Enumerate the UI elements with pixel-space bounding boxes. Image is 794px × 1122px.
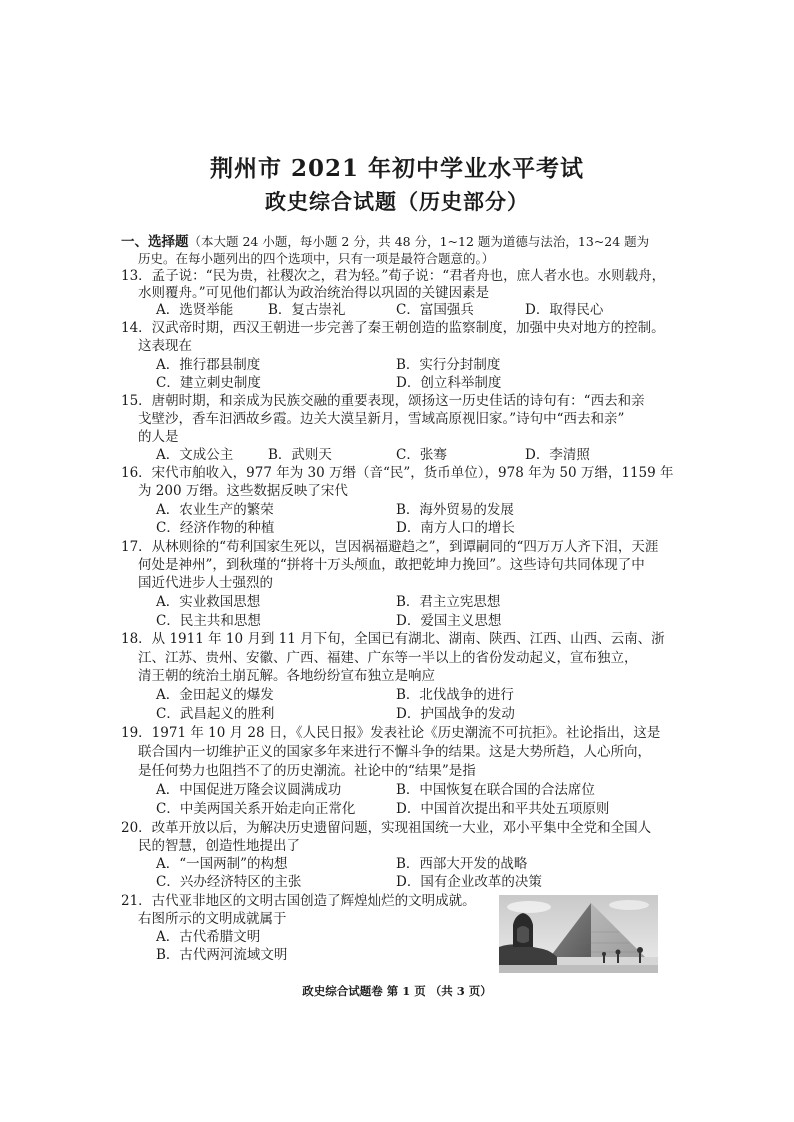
q18-stem-3: 清王朝的统治土崩瓦解。各地纷纷宣布独立是响应 bbox=[138, 668, 435, 684]
q17-option-c: C．民主共和思想 bbox=[156, 613, 261, 629]
q16-stem-1: 16．宋代市舶收入，977 年为 30 万缗（音“民”，货币单位），978 年为 50 万缗，1159 年 bbox=[121, 465, 674, 481]
q20-stem-2: 民的智慧，创造性地提出了 bbox=[138, 838, 300, 854]
q18-option-a: A．金田起义的爆发 bbox=[156, 687, 274, 703]
q14-stem-1: 14．汉武帝时期，西汉王朝进一步完善了秦王朝创造的监察制度，加强中央对地方的控制。 bbox=[121, 320, 665, 336]
q14-option-d: D．创立科举制度 bbox=[396, 375, 502, 391]
q20-option-a: A．“一国两制”的构想 bbox=[156, 856, 288, 872]
q18-option-c: C．武昌起义的胜利 bbox=[156, 706, 275, 722]
q17-option-d: D．爱国主义思想 bbox=[396, 613, 502, 629]
q16-option-d: D．南方人口的增长 bbox=[396, 520, 515, 536]
q16-option-c: C．经济作物的种植 bbox=[156, 520, 275, 536]
q15-option-d: D．李清照 bbox=[525, 447, 590, 463]
q20-option-c: C．兴办经济特区的主张 bbox=[156, 874, 302, 890]
q15-option-c: C．张骞 bbox=[396, 447, 447, 463]
q21-option-a: A．古代希腊文明 bbox=[156, 929, 261, 945]
q15-stem-2: 戈壁沙，香车汩洒故乡霞。边关大漠呈新月，雪域高原视旧家。”诗句中“西去和亲” bbox=[138, 411, 625, 427]
q13-stem-1: 13．孟子说：“民为贵，社稷次之，君为轻。”荀子说：“君者舟也，庶人者水也。水则载舟， bbox=[121, 268, 666, 284]
q15-stem-1: 15．唐朝时期，和亲成为民族交融的重要表现，颂扬这一历史佳话的诗句有：“西去和亲 bbox=[121, 393, 645, 409]
q16-option-a: A．农业生产的繁荣 bbox=[156, 502, 274, 518]
section-label: 一、选择题 bbox=[121, 234, 189, 250]
q20-option-d: D．国有企业改革的决策 bbox=[396, 874, 542, 890]
q19-stem-2: 联合国内一切维护正义的国家多年来进行不懈斗争的结果。这是大势所趋，人心所向， bbox=[138, 744, 651, 760]
q21-stem-1: 21．古代亚非地区的文明古国创造了辉煌灿烂的文明成就。 bbox=[121, 893, 476, 909]
q14-option-a: A．推行郡县制度 bbox=[156, 357, 261, 373]
q18-stem-2: 江、江苏、贵州、安徽、广西、福建、广东等一半以上的省份发动起义，宣布独立， bbox=[138, 650, 638, 666]
section-desc-1: （本大题 24 小题，每小题 2 分，共 48 分，1~12 题为道德与法治，13~24 题为 bbox=[188, 234, 650, 249]
q13-option-c: C．富国强兵 bbox=[396, 302, 474, 318]
q14-stem-2: 这表现在 bbox=[138, 338, 192, 354]
q19-stem-3: 是任何势力也阻挡不了的历史潮流。社论中的“结果”是指 bbox=[138, 763, 476, 779]
q19-stem-1: 19．1971 年 10 月 28 日，《人民日报》发表社论《历史潮流不可抗拒》。社论指出，这是 bbox=[121, 725, 661, 741]
page-title: 荆州市 2021 年初中学业水平考试 bbox=[209, 155, 585, 182]
q17-stem-1: 17．从林则徐的“苟利国家生死以，岂因祸福避趋之”，到谭嗣同的“四万万人齐下泪，天涯 bbox=[121, 539, 659, 555]
q18-stem-1: 18．从 1911 年 10 月到 11 月下旬，全国已有湖北、湖南、陕西、江西、山西、云南、浙 bbox=[121, 631, 665, 647]
q18-option-b: B．北伐战争的进行 bbox=[396, 687, 514, 703]
q14-option-c: C．建立刺史制度 bbox=[156, 375, 261, 391]
q19-option-d: D．中国首次提出和平共处五项原则 bbox=[396, 801, 610, 817]
sphinx-pyramid-image bbox=[499, 895, 658, 973]
q13-option-b: B．复古崇礼 bbox=[268, 302, 346, 318]
q16-option-b: B．海外贸易的发展 bbox=[396, 502, 514, 518]
q13-stem-2: 水则覆舟。”可见他们都认为政治统治得以巩固的关键因素是 bbox=[138, 285, 490, 301]
q19-option-a: A．中国促进万隆会议圆满成功 bbox=[156, 782, 342, 798]
q18-option-d: D．护国战争的发动 bbox=[396, 706, 515, 722]
q17-option-a: A．实业救国思想 bbox=[156, 594, 261, 610]
q19-option-b: B．中国恢复在联合国的合法席位 bbox=[396, 782, 595, 798]
q19-option-c: C．中美两国关系开始走向正常化 bbox=[156, 801, 356, 817]
q17-option-b: B．君主立宪思想 bbox=[396, 594, 501, 610]
section-desc-2: 历史。在每小题列出的四个选项中，只有一项是最符合题意的。） bbox=[138, 251, 495, 266]
page-footer: 政史综合试题卷 第 1 页 （共 3 页） bbox=[302, 984, 492, 998]
q21-option-b: B．古代两河流域文明 bbox=[156, 947, 288, 963]
q15-stem-3: 的人是 bbox=[138, 429, 179, 445]
section-header bbox=[121, 233, 649, 251]
q17-stem-2: 何处是神州”，到秋瑾的“拼将十万头颅血，敢把乾坤力挽回”。这些诗句共同体现了中 bbox=[138, 557, 645, 573]
q20-stem-1: 20．改革开放以后，为解决历史遗留问题，实现祖国统一大业，邓小平集中全党和全国人 bbox=[121, 820, 652, 836]
q20-option-b: B．西部大开发的战略 bbox=[396, 856, 528, 872]
q16-stem-2: 为 200 万缗。这些数据反映了宋代 bbox=[138, 483, 348, 499]
q21-stem-2: 右图所示的文明成就属于 bbox=[138, 911, 287, 927]
q13-option-a: A．选贤举能 bbox=[156, 302, 234, 318]
q13-option-d: D．取得民心 bbox=[525, 302, 604, 318]
page-subtitle: 政史综合试题（历史部分） bbox=[265, 189, 529, 214]
q15-option-a: A．文成公主 bbox=[156, 447, 234, 463]
q17-stem-3: 国近代进步人士强烈的 bbox=[138, 575, 273, 591]
q14-option-b: B．实行分封制度 bbox=[396, 357, 501, 373]
q15-option-b: B．武则天 bbox=[268, 447, 332, 463]
